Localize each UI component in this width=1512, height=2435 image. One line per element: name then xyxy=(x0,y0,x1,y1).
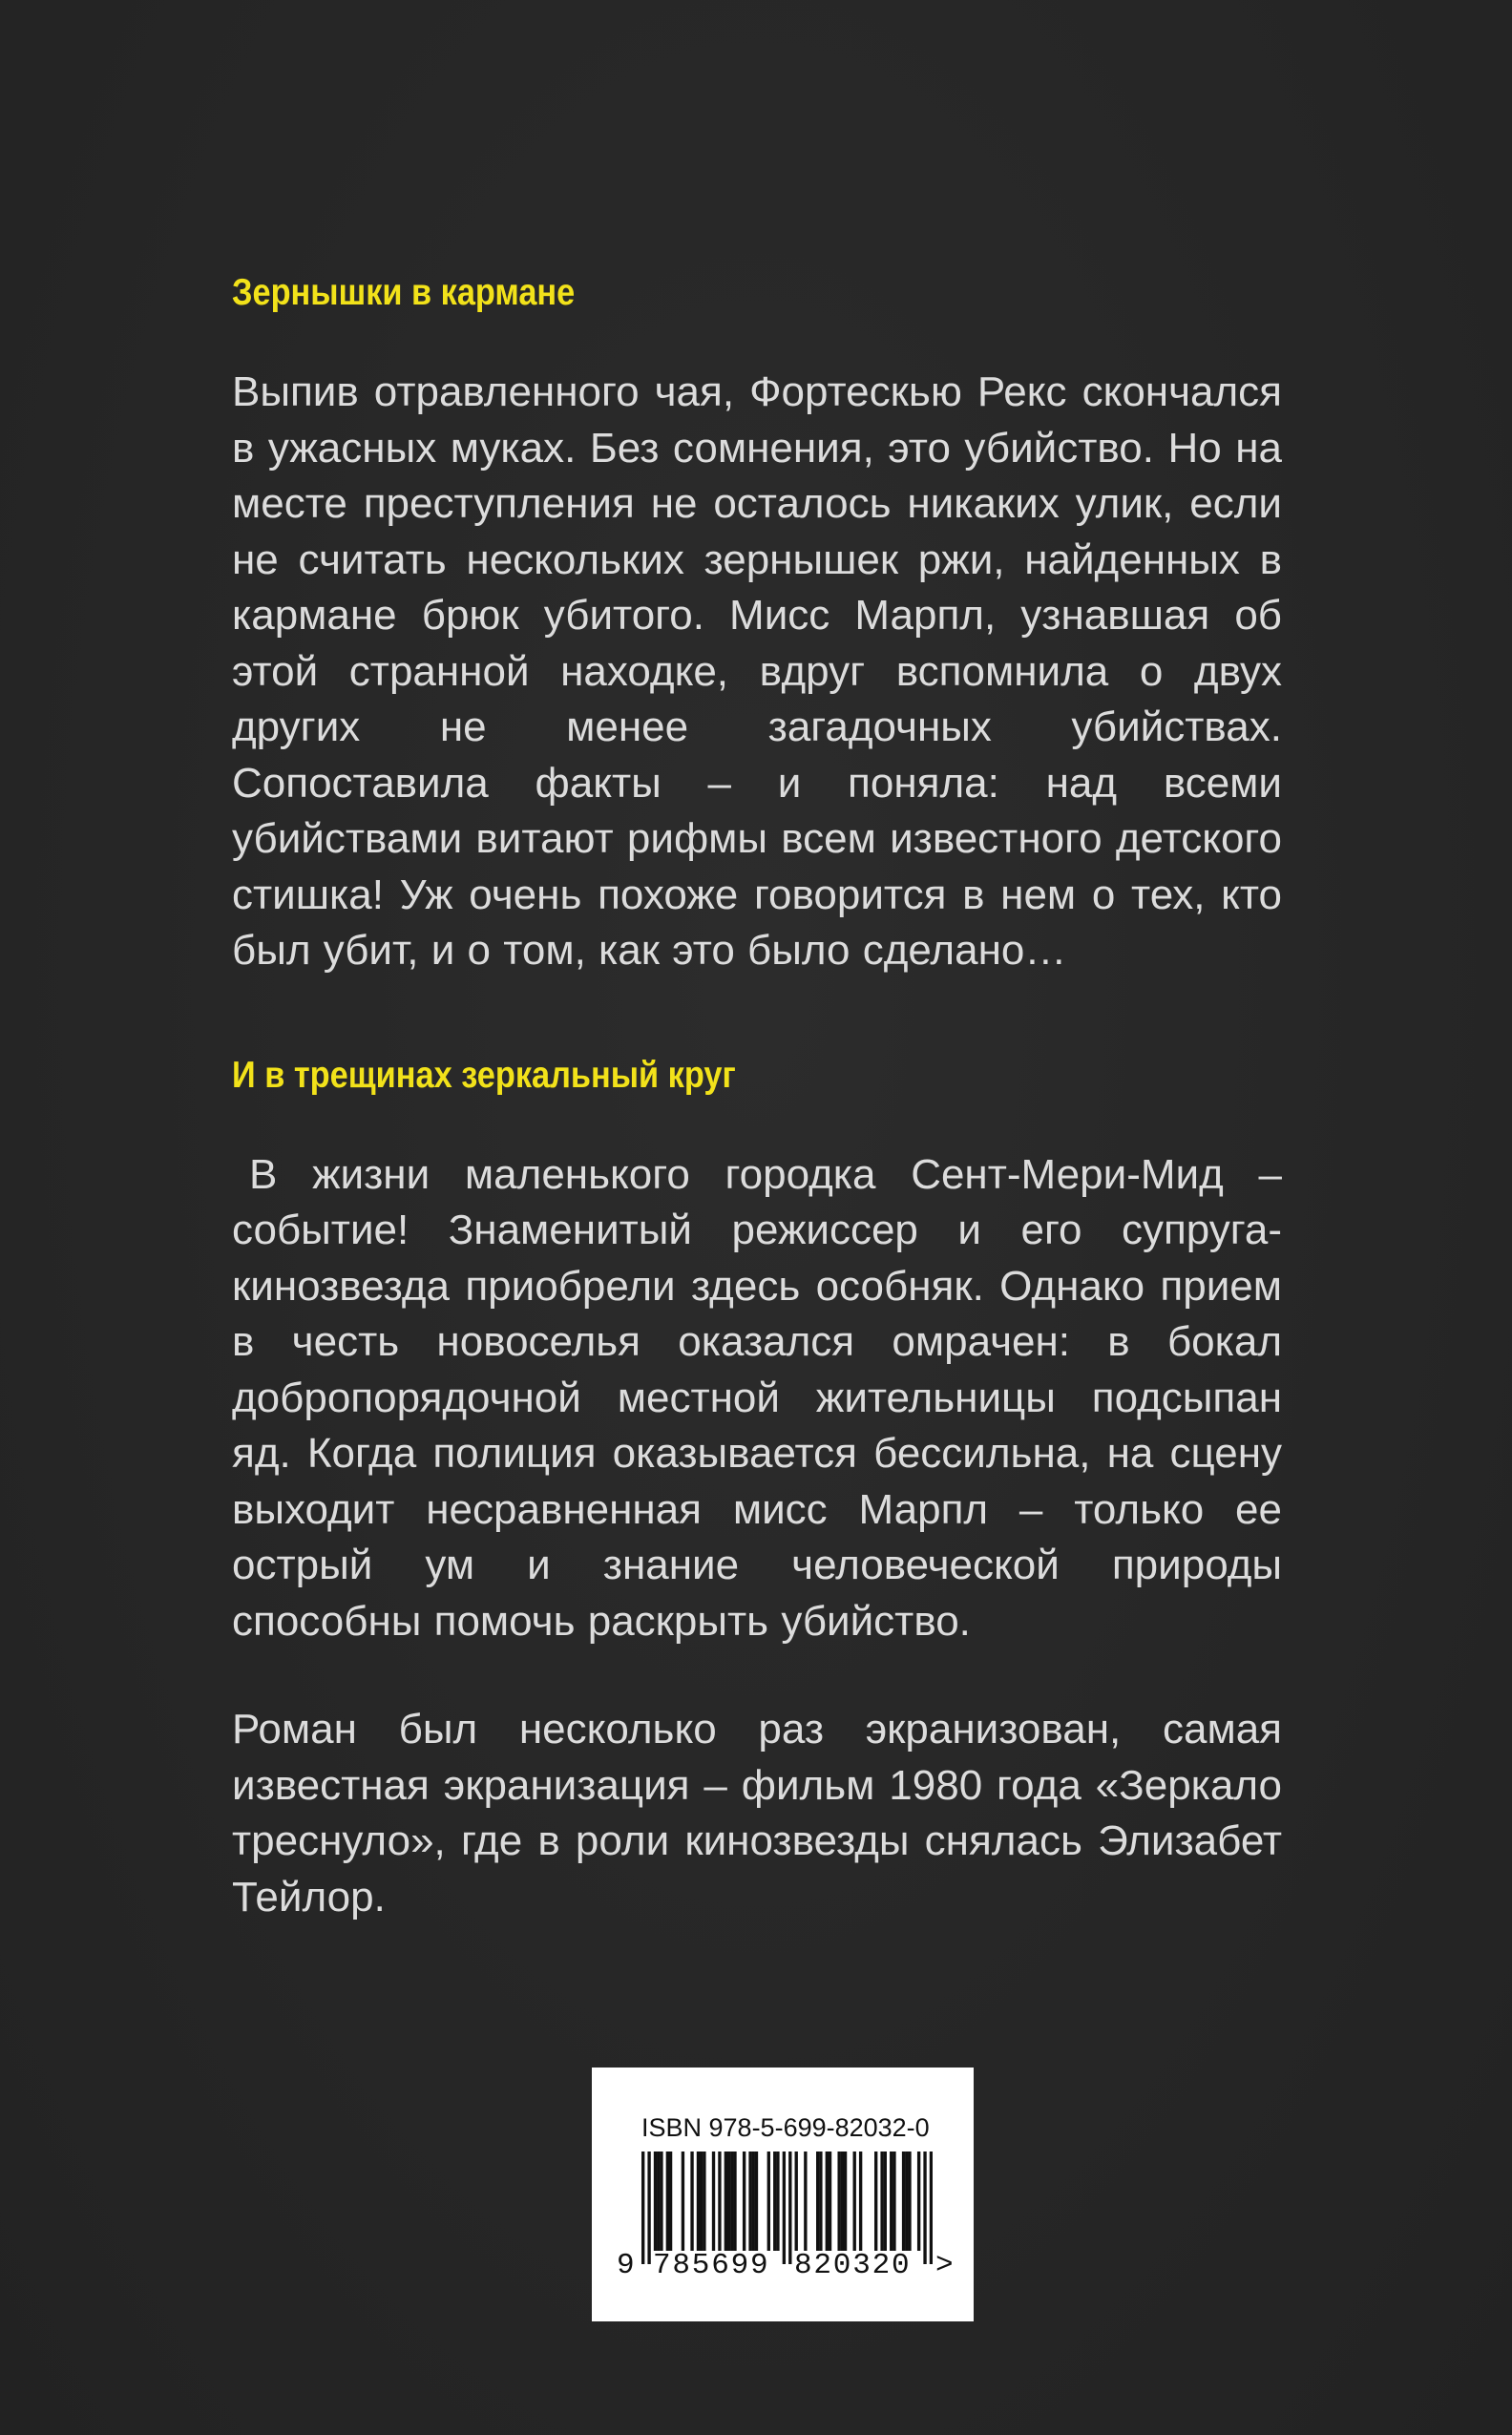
barcode-bar xyxy=(859,2152,862,2251)
section-2-title: И в трещинах зеркальный круг xyxy=(232,1054,736,1096)
isbn-number: ISBN 978-5-699-82032-0 xyxy=(641,2113,930,2142)
barcode-bar xyxy=(730,2152,733,2251)
barcode-bar xyxy=(917,2152,920,2251)
barcode-bar xyxy=(724,2152,727,2251)
barcode-bar xyxy=(908,2152,911,2251)
barcode-bar xyxy=(718,2152,721,2251)
barcode-bar xyxy=(703,2152,705,2251)
barcode-bar xyxy=(743,2152,746,2251)
barcode-bar xyxy=(884,2152,887,2251)
barcode-bar xyxy=(666,2152,669,2251)
barcode-bar xyxy=(697,2152,700,2251)
barcode-bar xyxy=(660,2152,662,2251)
barcode-digits xyxy=(617,2249,954,2287)
barcode-bar xyxy=(783,2152,786,2264)
barcode-bar xyxy=(767,2152,770,2251)
barcode-bar xyxy=(654,2152,657,2251)
barcode-bar xyxy=(930,2152,933,2264)
barcode-digit-group-1: 785699 xyxy=(653,2249,770,2282)
barcode-bar xyxy=(690,2152,693,2251)
barcode-bar xyxy=(905,2152,908,2251)
barcode-bar xyxy=(755,2152,758,2251)
isbn-barcode-label xyxy=(592,2068,974,2321)
barcode-bar xyxy=(844,2152,847,2251)
barcode-bar xyxy=(773,2152,776,2251)
barcode-bar xyxy=(892,2152,895,2251)
barcode-bar xyxy=(902,2152,905,2251)
barcode-bar xyxy=(829,2152,831,2251)
barcode-digit-group-2: 820320 xyxy=(794,2249,912,2282)
barcode-bar xyxy=(853,2152,856,2251)
section-2-adaptation-text: Роман был несколько раз экранизован, самая известная экранизация – фильм 1980 года «Зеркало треснуло», где в роли кинозвезды снялась Элизабет Тейлор. xyxy=(232,1706,1282,1921)
barcode-bar xyxy=(816,2152,819,2251)
barcode-bar xyxy=(748,2152,751,2251)
barcode-bar xyxy=(880,2152,883,2251)
barcode-bar xyxy=(641,2152,644,2264)
barcode-bar xyxy=(700,2152,703,2251)
barcode-bar xyxy=(819,2152,822,2251)
barcode-bar xyxy=(712,2152,715,2251)
barcode-bar xyxy=(890,2152,892,2251)
section-1-text: Выпив отравленного чая, Фортескью Рекс скончался в ужасных муках. Без сомнения, это убийство. Но на месте преступления не осталось никаких улик, если не считать нескольких зернышек ржи, найденных в кармане брюк убитого. Мисс Марпл, узнавшая об этой странной находке, вдруг вспомнила о двух других не менее загадочных убийствах. Сопоставила факты – и поняла: над всеми убийствами витают рифмы всем известного детского стишка! Уж очень похоже говорится в нем о тех, кто был убит, и о том, как это было сделано… xyxy=(232,368,1282,974)
barcode-bar xyxy=(727,2152,730,2251)
barcode-bar xyxy=(804,2152,807,2251)
barcode-digit-lead: 9 xyxy=(617,2249,635,2282)
barcode-bar xyxy=(776,2152,779,2251)
barcode-quiet-zone-mark: > xyxy=(935,2249,954,2282)
annotation-block xyxy=(232,265,1282,1925)
barcode-bar xyxy=(826,2152,829,2251)
barcode-bar xyxy=(837,2152,840,2251)
barcode-bar xyxy=(733,2152,736,2251)
barcode-bar xyxy=(795,2152,798,2251)
barcode-bar xyxy=(841,2152,844,2251)
barcode-bar xyxy=(923,2152,926,2264)
section-1-title: Зернышки в кармане xyxy=(232,272,576,313)
barcode-bar xyxy=(657,2152,660,2251)
barcode-bar xyxy=(788,2152,791,2264)
section-2-text: В жизни маленького городка Сент-Мери-Мид – событие! Знаменитый режиссер и его супруга-кинозвезда приобрели здесь особняк. Однако прием в честь новоселья оказался омрачен: в бокал добропорядочной местной жительницы подсыпан яд. Когда полиция оказывается бессильна, на сцену выходит несравненная мисс Марпл – только ее острый ум и знание человеческой природы способны помочь раскрыть убийство. xyxy=(232,1150,1282,1645)
barcode-bar xyxy=(669,2152,672,2251)
barcode-bar xyxy=(647,2152,650,2264)
barcode-bar xyxy=(682,2152,684,2251)
barcode-bar xyxy=(752,2152,755,2251)
barcode-bar xyxy=(874,2152,877,2251)
barcode-icon xyxy=(641,2152,933,2264)
